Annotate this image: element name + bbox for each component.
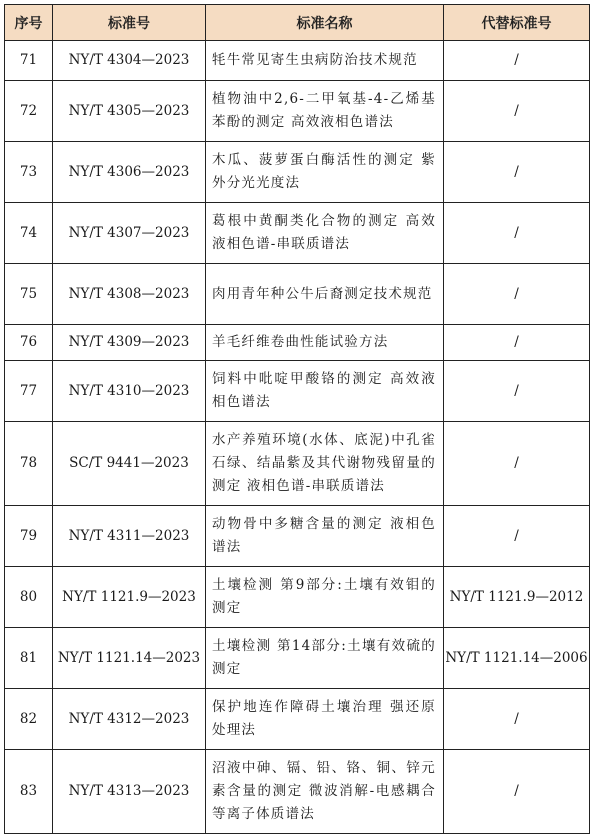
table-row	[5, 264, 590, 325]
table-row	[5, 567, 590, 628]
cell-standard-number: NY/T 4308—2023	[53, 264, 206, 325]
cell-serial-number: 82	[5, 689, 53, 750]
cell-standard-name: 羊毛纤维卷曲性能试验方法	[206, 325, 444, 361]
cell-replaced-standard: /	[444, 41, 590, 81]
cell-standard-number: NY/T 1121.14—2023	[53, 628, 206, 689]
cell-replaced-standard: /	[444, 689, 590, 750]
cell-standard-number: NY/T 4309—2023	[53, 325, 206, 361]
cell-replaced-standard: /	[444, 325, 590, 361]
cell-replaced-standard: /	[444, 506, 590, 567]
header-serial-number: 序号	[5, 5, 53, 41]
cell-standard-name: 葛根中黄酮类化合物的测定 高效液相色谱-串联质谱法	[206, 203, 444, 264]
header-standard-number: 标准号	[53, 5, 206, 41]
cell-standard-number: NY/T 4306—2023	[53, 142, 206, 203]
cell-standard-name: 饲料中吡啶甲酸铬的测定 高效液相色谱法	[206, 361, 444, 422]
cell-serial-number: 75	[5, 264, 53, 325]
cell-serial-number: 72	[5, 81, 53, 142]
cell-standard-number: NY/T 4311—2023	[53, 506, 206, 567]
table-row	[5, 41, 590, 81]
cell-serial-number: 77	[5, 361, 53, 422]
cell-standard-name: 沼液中砷、镉、铅、铬、铜、锌元素含量的测定 微波消解-电感耦合等离子体质谱法	[206, 750, 444, 834]
cell-standard-number: NY/T 4304—2023	[53, 41, 206, 81]
cell-replaced-standard: /	[444, 750, 590, 834]
table-header-row	[5, 5, 590, 41]
cell-serial-number: 73	[5, 142, 53, 203]
cell-standard-number: SC/T 9441—2023	[53, 422, 206, 506]
table-row	[5, 361, 590, 422]
cell-serial-number: 76	[5, 325, 53, 361]
cell-standard-number: NY/T 4310—2023	[53, 361, 206, 422]
cell-serial-number: 78	[5, 422, 53, 506]
table-row	[5, 81, 590, 142]
cell-standard-name: 保护地连作障碍土壤治理 强还原处理法	[206, 689, 444, 750]
header-replaced-standard: 代替标准号	[444, 5, 590, 41]
cell-standard-number: NY/T 4312—2023	[53, 689, 206, 750]
standards-table-container	[4, 4, 589, 834]
cell-standard-name: 肉用青年种公牛后裔测定技术规范	[206, 264, 444, 325]
table-row	[5, 203, 590, 264]
cell-standard-name: 植物油中2,6-二甲氧基-4-乙烯基苯酚的测定 高效液相色谱法	[206, 81, 444, 142]
cell-replaced-standard: /	[444, 422, 590, 506]
table-row	[5, 142, 590, 203]
table-row	[5, 422, 590, 506]
table-row	[5, 325, 590, 361]
cell-standard-number: NY/T 4313—2023	[53, 750, 206, 834]
cell-standard-number: NY/T 1121.9—2023	[53, 567, 206, 628]
table-row	[5, 689, 590, 750]
cell-serial-number: 71	[5, 41, 53, 81]
cell-replaced-standard: /	[444, 81, 590, 142]
header-standard-name: 标准名称	[206, 5, 444, 41]
cell-replaced-standard: /	[444, 142, 590, 203]
cell-serial-number: 80	[5, 567, 53, 628]
cell-standard-number: NY/T 4307—2023	[53, 203, 206, 264]
cell-replaced-standard: /	[444, 361, 590, 422]
standards-table	[4, 4, 590, 834]
cell-standard-number: NY/T 4305—2023	[53, 81, 206, 142]
cell-replaced-standard: /	[444, 264, 590, 325]
table-row	[5, 750, 590, 834]
cell-standard-name: 木瓜、菠萝蛋白酶活性的测定 紫外分光光度法	[206, 142, 444, 203]
table-row	[5, 628, 590, 689]
cell-standard-name: 动物骨中多糖含量的测定 液相色谱法	[206, 506, 444, 567]
cell-serial-number: 74	[5, 203, 53, 264]
cell-replaced-standard: NY/T 1121.14—2006	[444, 628, 590, 689]
cell-replaced-standard: /	[444, 203, 590, 264]
cell-standard-name: 牦牛常见寄生虫病防治技术规范	[206, 41, 444, 81]
cell-standard-name: 土壤检测 第9部分:土壤有效钼的测定	[206, 567, 444, 628]
cell-serial-number: 79	[5, 506, 53, 567]
cell-standard-name: 水产养殖环境(水体、底泥)中孔雀石绿、结晶紫及其代谢物残留量的测定 液相色谱-串联质谱法	[206, 422, 444, 506]
cell-replaced-standard: NY/T 1121.9—2012	[444, 567, 590, 628]
table-row	[5, 506, 590, 567]
cell-serial-number: 81	[5, 628, 53, 689]
cell-standard-name: 土壤检测 第14部分:土壤有效硫的测定	[206, 628, 444, 689]
cell-serial-number: 83	[5, 750, 53, 834]
